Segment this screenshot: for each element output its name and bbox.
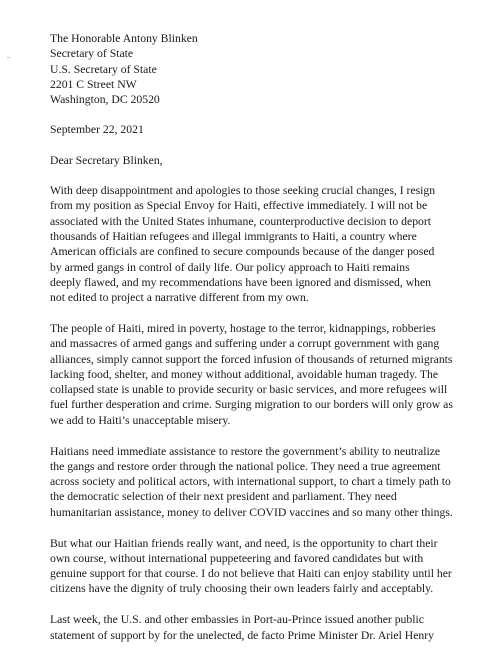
paragraph-1 <box>50 183 470 305</box>
recipient-line: The Honorable Antony Blinken <box>50 32 198 45</box>
paragraph-line: humanitarian assistance, money to deliver COVID vaccines and so many other things. <box>50 505 453 519</box>
paragraph-line: by armed gangs in control of daily life. Our policy approach to Haiti remains <box>50 260 410 274</box>
paragraph-line: With deep disappointment and apologies to those seeking crucial changes, I resign <box>50 184 436 198</box>
paragraph-line: alliances, simply cannot support the forced infusion of thousands of returned migrants <box>50 352 453 366</box>
paragraph-4 <box>50 536 470 597</box>
paragraph-line: thousands of Haitian refugees and illegal immigrants to Haiti, a country where <box>50 229 417 243</box>
recipient-line: U.S. Secretary of State <box>50 62 157 76</box>
paragraph-line: The people of Haiti, mired in poverty, hostage to the terror, kidnappings, robberies <box>50 321 436 335</box>
paragraph-line: the gangs and restore order through the national police. They need a true agreement <box>50 459 441 473</box>
letter-date <box>50 122 470 137</box>
paragraph-line: not edited to project a narrative different from my own. <box>50 291 309 305</box>
salutation <box>50 153 470 168</box>
paragraph-line: and massacres of armed gangs and suffering under a corrupt government with gang <box>50 337 440 351</box>
paragraph-line: Last week, the U.S. and other embassies in Port-au-Prince issued another public <box>50 613 424 627</box>
paragraph-line: from my position as Special Envoy for Haiti, effective immediately. I will not be <box>50 199 428 213</box>
date-text: September 22, 2021 <box>50 123 144 137</box>
paragraph-line: statement of support by for the unelected, de facto Prime Minister Dr. Ariel Henry <box>50 628 434 642</box>
recipient-line: Washington, DC 20520 <box>50 93 160 107</box>
paragraph-3 <box>50 444 470 520</box>
paragraph-2 <box>50 321 470 428</box>
recipient-line: Secretary of State <box>50 47 134 61</box>
scan-speck <box>7 57 10 58</box>
salutation-text: Dear Secretary Blinken, <box>50 153 163 167</box>
paragraph-line: collapsed state is unable to provide security or basic services, and more refugees will <box>50 383 448 397</box>
paragraph-line: the democratic selection of their next president and parliament. They need <box>50 490 397 504</box>
paragraph-line: fuel further desperation and crime. Surging migration to our borders will only grow as <box>50 398 453 412</box>
paragraph-line: deeply flawed, and my recommendations have been ignored and dismissed, when <box>50 275 432 289</box>
paragraph-line: own course, without international puppeteering and favored candidates but with <box>50 551 424 565</box>
paragraph-line: American officials are confined to secure compounds because of the danger posed <box>50 245 435 259</box>
paragraph-line: lacking food, shelter, and money without additional, avoidable human tragedy. The <box>50 367 439 381</box>
paragraph-line: across society and political actors, with international support, to chart a timely path to <box>50 475 451 489</box>
paragraph-line: associated with the United States inhumane, counterproductive decision to deport <box>50 214 432 228</box>
paragraph-line: But what our Haitian friends really want, and need, is the opportunity to chart their <box>50 536 438 550</box>
recipient-address <box>50 31 470 107</box>
paragraph-5 <box>50 612 470 643</box>
paragraph-line: we add to Haiti’s unacceptable misery. <box>50 413 231 427</box>
paragraph-line: Haitians need immediate assistance to restore the government’s ability to neutralize <box>50 444 441 458</box>
paragraph-line: citizens have the dignity of truly choosing their own leaders fairly and acceptably. <box>50 582 434 596</box>
recipient-line: 2201 C Street NW <box>50 77 137 91</box>
paragraph-line: genuine support for that course. I do not believe that Haiti can enjoy stability until her <box>50 567 452 581</box>
letter-body <box>50 31 470 658</box>
